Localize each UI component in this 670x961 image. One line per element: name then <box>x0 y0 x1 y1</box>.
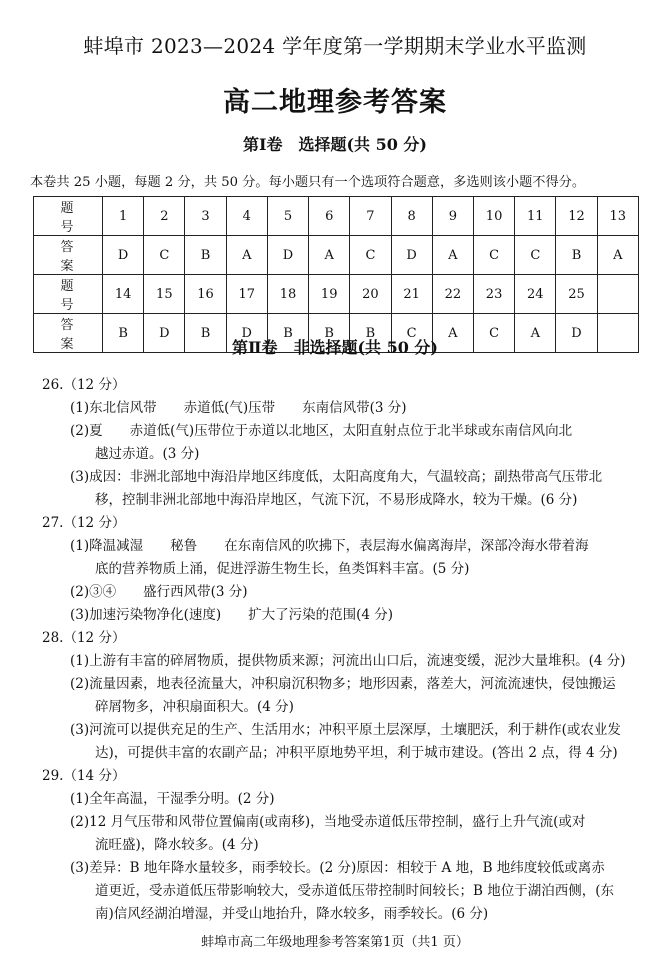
answer-cell: A <box>226 236 267 275</box>
answer-cell: C <box>144 236 185 275</box>
section1-title: 第Ⅰ卷 选择题(共 50 分) <box>242 135 428 154</box>
question-number: 11 <box>515 197 556 236</box>
answer-cell: C <box>473 236 514 275</box>
answer-cell: B <box>267 314 308 353</box>
q29-answer-3-cont: 道更近，受赤道低压带影响较大，受赤道低压带控制时间较长；B 地位于湖泊西侧，(东 <box>95 883 614 899</box>
q27-answer-2: (2)③④ 盛行西风带(3 分) <box>70 584 248 600</box>
answer-cell: D <box>144 314 185 353</box>
q29-answer-3: (3)差异：B 地年降水量较多，雨季较长。(2 分)原因：相较于 A 地，B 地纬度较低或离赤 <box>70 860 605 876</box>
question-number: 14 <box>103 275 144 314</box>
question-number: 10 <box>473 197 514 236</box>
question-number: 9 <box>432 197 473 236</box>
answer-header: 答 案 <box>34 236 103 275</box>
q26-answer-3: (3)成因：非洲北部地中海沿岸地区纬度低，太阳高度角大，气温较高；副热带高气压带北 <box>70 469 603 485</box>
page-footer: 蚌埠市高二年级地理参考答案第1页（共1 页） <box>201 935 469 950</box>
question-number: 21 <box>391 275 432 314</box>
q26-answer-3-cont: 移，控制非洲北部地中海沿岸地区，气流下沉，不易形成降水，较为干燥。(6 分) <box>95 492 578 508</box>
answer-header: 答 案 <box>34 314 103 353</box>
answer-table <box>33 196 639 353</box>
empty-cell <box>597 275 638 314</box>
question-number: 13 <box>597 197 638 236</box>
q27-answer-1: (1)降温减湿 秘鲁 在东南信风的吹拂下，表层海水偏离海岸，深部冷海水带着海 <box>70 538 589 554</box>
q28-answer-1: (1)上游有丰富的碎屑物质，提供物质来源；河流出山口后，流速变缓，泥沙大量堆积。(4 分) <box>70 653 626 669</box>
question-number: 6 <box>309 197 350 236</box>
q27-answer-1-cont: 底的营养物质上涌，促进浮游生物生长，鱼类饵料丰富。(5 分) <box>95 561 470 577</box>
question-number: 18 <box>267 275 308 314</box>
answer-cell: C <box>473 314 514 353</box>
answer-cell: D <box>556 314 597 353</box>
q29-answer-2: (2)12 月气压带和风带位置偏南(或南移)，当地受赤道低压带控制，盛行上升气流(或对 <box>70 814 586 830</box>
question-number: 15 <box>144 275 185 314</box>
question-number-header: 题 号 <box>34 275 103 314</box>
q26-answer-2-cont: 越过赤道。(3 分) <box>95 446 200 462</box>
answer-cell: C <box>515 236 556 275</box>
question-number: 22 <box>432 275 473 314</box>
question-number: 4 <box>226 197 267 236</box>
question-number-header: 题 号 <box>34 197 103 236</box>
answer-cell: A <box>432 236 473 275</box>
exam-header: 蚌埠市 2023—2024 学年度第一学期期末学业水平监测 <box>83 34 587 58</box>
question-number: 3 <box>185 197 226 236</box>
q27-answer-3: (3)加速污染物净化(速度) 扩大了污染的范围(4 分) <box>70 607 394 623</box>
q28-heading: 28.（12 分） <box>42 630 126 646</box>
answer-cell: D <box>103 236 144 275</box>
answer-cell: D <box>226 314 267 353</box>
question-number: 5 <box>267 197 308 236</box>
answer-cell: A <box>309 236 350 275</box>
answer-cell: A <box>597 236 638 275</box>
table-row <box>34 236 639 275</box>
question-number: 19 <box>309 275 350 314</box>
answer-cell: C <box>350 236 391 275</box>
question-number: 17 <box>226 275 267 314</box>
section1-intro: 本卷共 25 小题，每题 2 分，共 50 分。每小题只有一个选项符合题意，多选则该小题不得分。 <box>30 175 586 190</box>
answer-cell: D <box>267 236 308 275</box>
q29-answer-2-cont: 流旺盛)，降水较多。(4 分) <box>95 837 259 853</box>
answer-cell: D <box>391 236 432 275</box>
q26-heading: 26.（12 分） <box>42 377 126 393</box>
question-number: 23 <box>473 275 514 314</box>
answer-cell: A <box>432 314 473 353</box>
answer-cell: B <box>185 314 226 353</box>
table-row <box>34 275 639 314</box>
question-number: 2 <box>144 197 185 236</box>
question-number: 12 <box>556 197 597 236</box>
question-number: 20 <box>350 275 391 314</box>
q27-heading: 27.（12 分） <box>42 515 126 531</box>
q28-answer-2-cont: 碎屑物多，冲积扇面积大。(4 分) <box>95 699 294 715</box>
answer-cell: C <box>391 314 432 353</box>
answer-cell: B <box>309 314 350 353</box>
page-title: 高二地理参考答案 <box>223 87 447 118</box>
table-row <box>34 197 639 236</box>
q29-heading: 29.（14 分） <box>42 768 126 784</box>
answer-cell: A <box>515 314 556 353</box>
q29-answer-1: (1)全年高温，干湿季分明。(2 分) <box>70 791 275 807</box>
question-number: 25 <box>556 275 597 314</box>
q29-answer-3-cont2: 南)信风经湖泊增湿，并受山地抬升，降水较多，雨季较长。(6 分) <box>95 906 489 922</box>
answer-cell: B <box>350 314 391 353</box>
section2-title: 第Ⅱ卷 非选择题(共 50 分) <box>231 338 439 357</box>
question-number: 8 <box>391 197 432 236</box>
question-number: 7 <box>350 197 391 236</box>
question-number: 16 <box>185 275 226 314</box>
q26-answer-1: (1)东北信风带 赤道低(气)压带 东南信风带(3 分) <box>70 400 407 416</box>
q28-answer-2: (2)流量因素，地表径流量大，冲积扇沉积物多；地形因素，落差大，河流流速快，侵蚀搬运 <box>70 676 616 692</box>
answer-cell: B <box>556 236 597 275</box>
answer-cell: B <box>103 314 144 353</box>
question-number: 24 <box>515 275 556 314</box>
question-number: 1 <box>103 197 144 236</box>
q26-answer-2: (2)夏 赤道低(气)压带位于赤道以北地区，太阳直射点位于北半球或东南信风向北 <box>70 423 573 439</box>
q28-answer-3-cont: 达)，可提供丰富的农副产品；冲积平原地势平坦，利于城市建设。(答出 2 点，得 4 分) <box>95 745 618 761</box>
answer-cell: B <box>185 236 226 275</box>
q28-answer-3: (3)河流可以提供充足的生产、生活用水；冲积平原土层深厚，土壤肥沃，利于耕作(或农业发 <box>70 722 621 738</box>
